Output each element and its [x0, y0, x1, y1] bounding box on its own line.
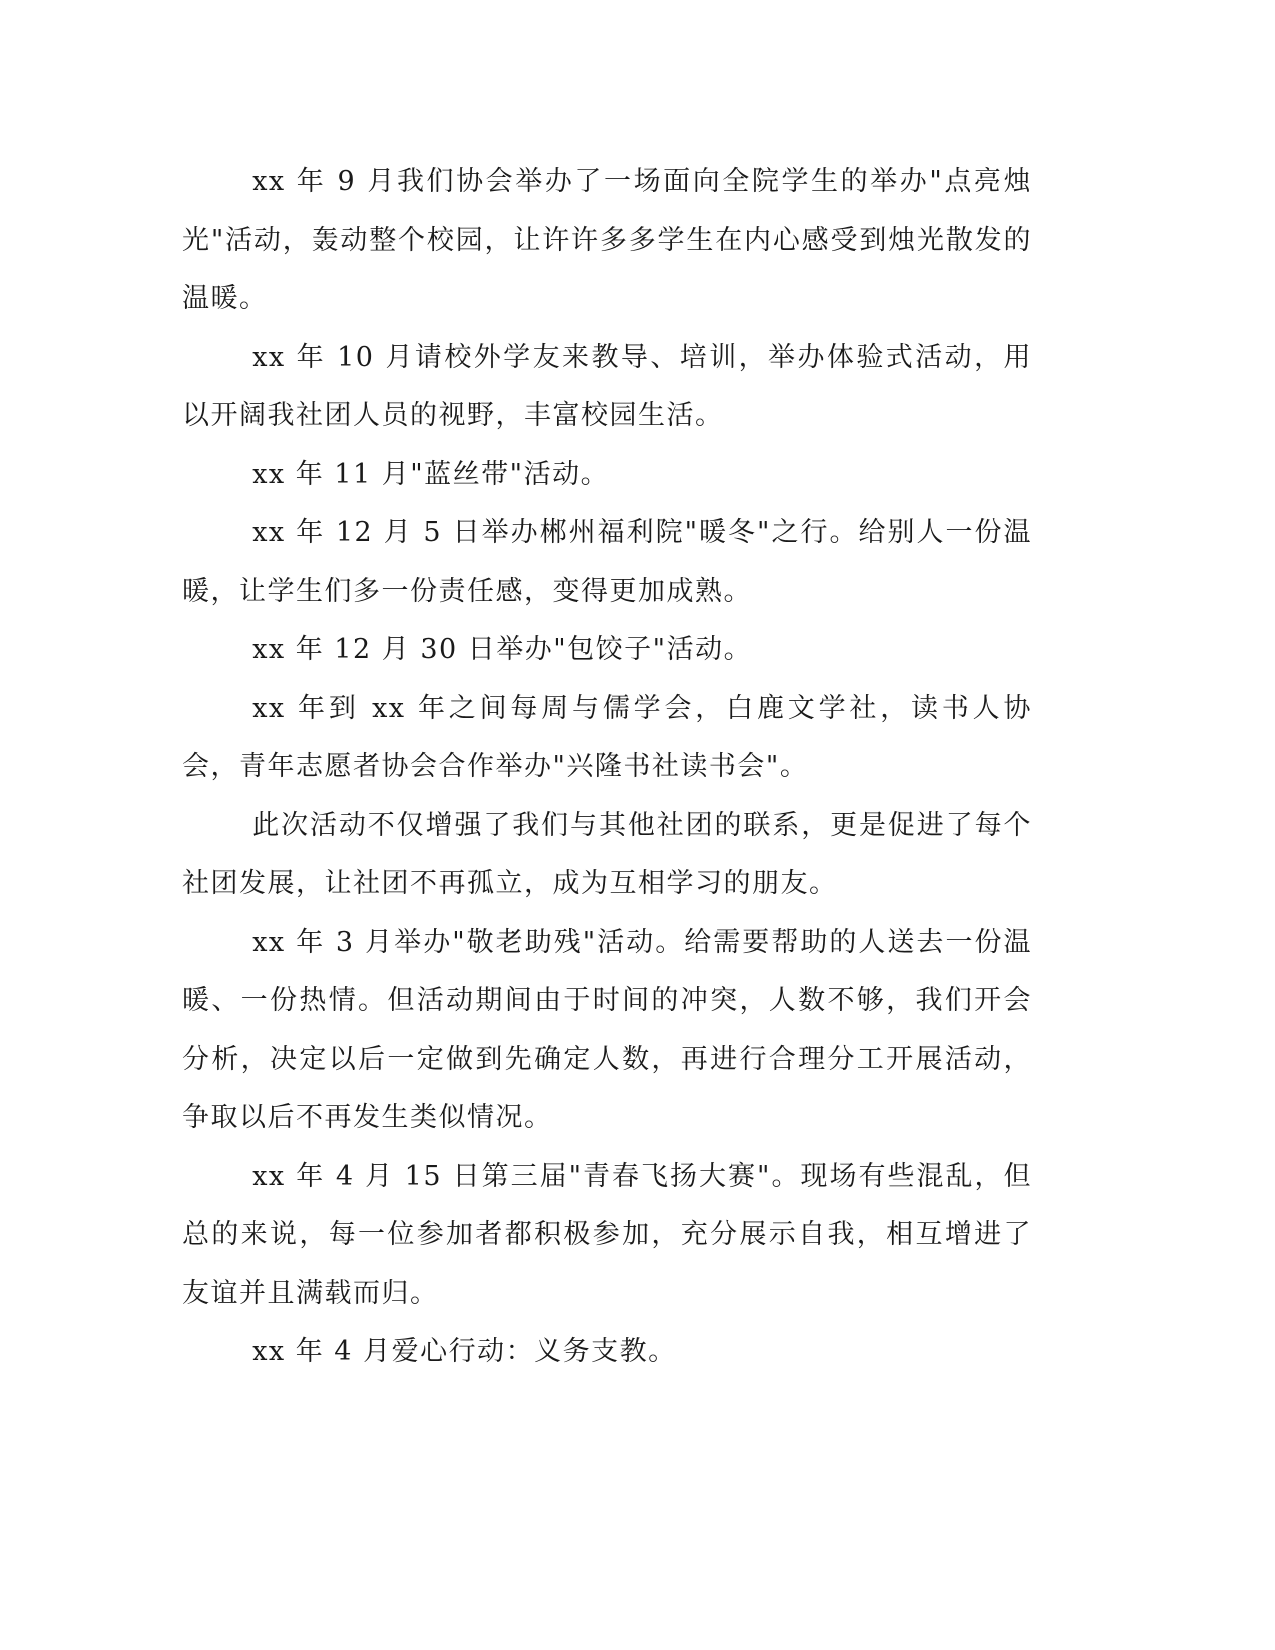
document-body: [182, 153, 1032, 1382]
paragraph-training: xx 年 10 月请校外学友来教导、培训，举办体验式活动，用以开阔我社团人员的视野，丰富校园生活。: [182, 341, 1032, 431]
paragraph-volunteer-teaching: xx 年 4 月爱心行动：义务支教。: [252, 1336, 677, 1367]
paragraph-reading-club: xx 年到 xx 年之间每周与儒学会，白鹿文学社，读书人协会，青年志愿者协会合作举办"兴隆书社读书会"。: [182, 692, 1032, 782]
paragraph-candlelight: xx 年 9 月我们协会举办了一场面向全院学生的举办"点亮烛光"活动，轰动整个校园，让许许多多学生在内心感受到烛光散发的温暖。: [182, 166, 1032, 314]
paragraph-club-relations: 此次活动不仅增强了我们与其他社团的联系，更是促进了每个社团发展，让社团不再孤立，成为互相学习的朋友。: [182, 809, 1032, 899]
paragraph-youth-contest: xx 年 4 月 15 日第三届"青春飞扬大赛"。现场有些混乱，但总的来说，每一位参加者都积极参加，充分展示自我，相互增进了友谊并且满载而归。: [182, 1160, 1032, 1309]
paragraph-dumplings: xx 年 12 月 30 日举办"包饺子"活动。: [252, 634, 753, 665]
paragraph-blue-ribbon: xx 年 11 月"蓝丝带"活动。: [252, 458, 610, 490]
paragraph-welfare-home: xx 年 12 月 5 日举办郴州福利院"暖冬"之行。给别人一份温暖，让学生们多一份责任感，变得更加成熟。: [182, 517, 1032, 607]
paragraph-elderly-care: xx 年 3 月举办"敬老助残"活动。给需要帮助的人送去一份温暖、一份热情。但活动期间由于时间的冲突，人数不够，我们开会分析，决定以后一定做到先确定人数，再进行合理分工开展活动，争取以后不再发生类似情况。: [182, 926, 1032, 1133]
